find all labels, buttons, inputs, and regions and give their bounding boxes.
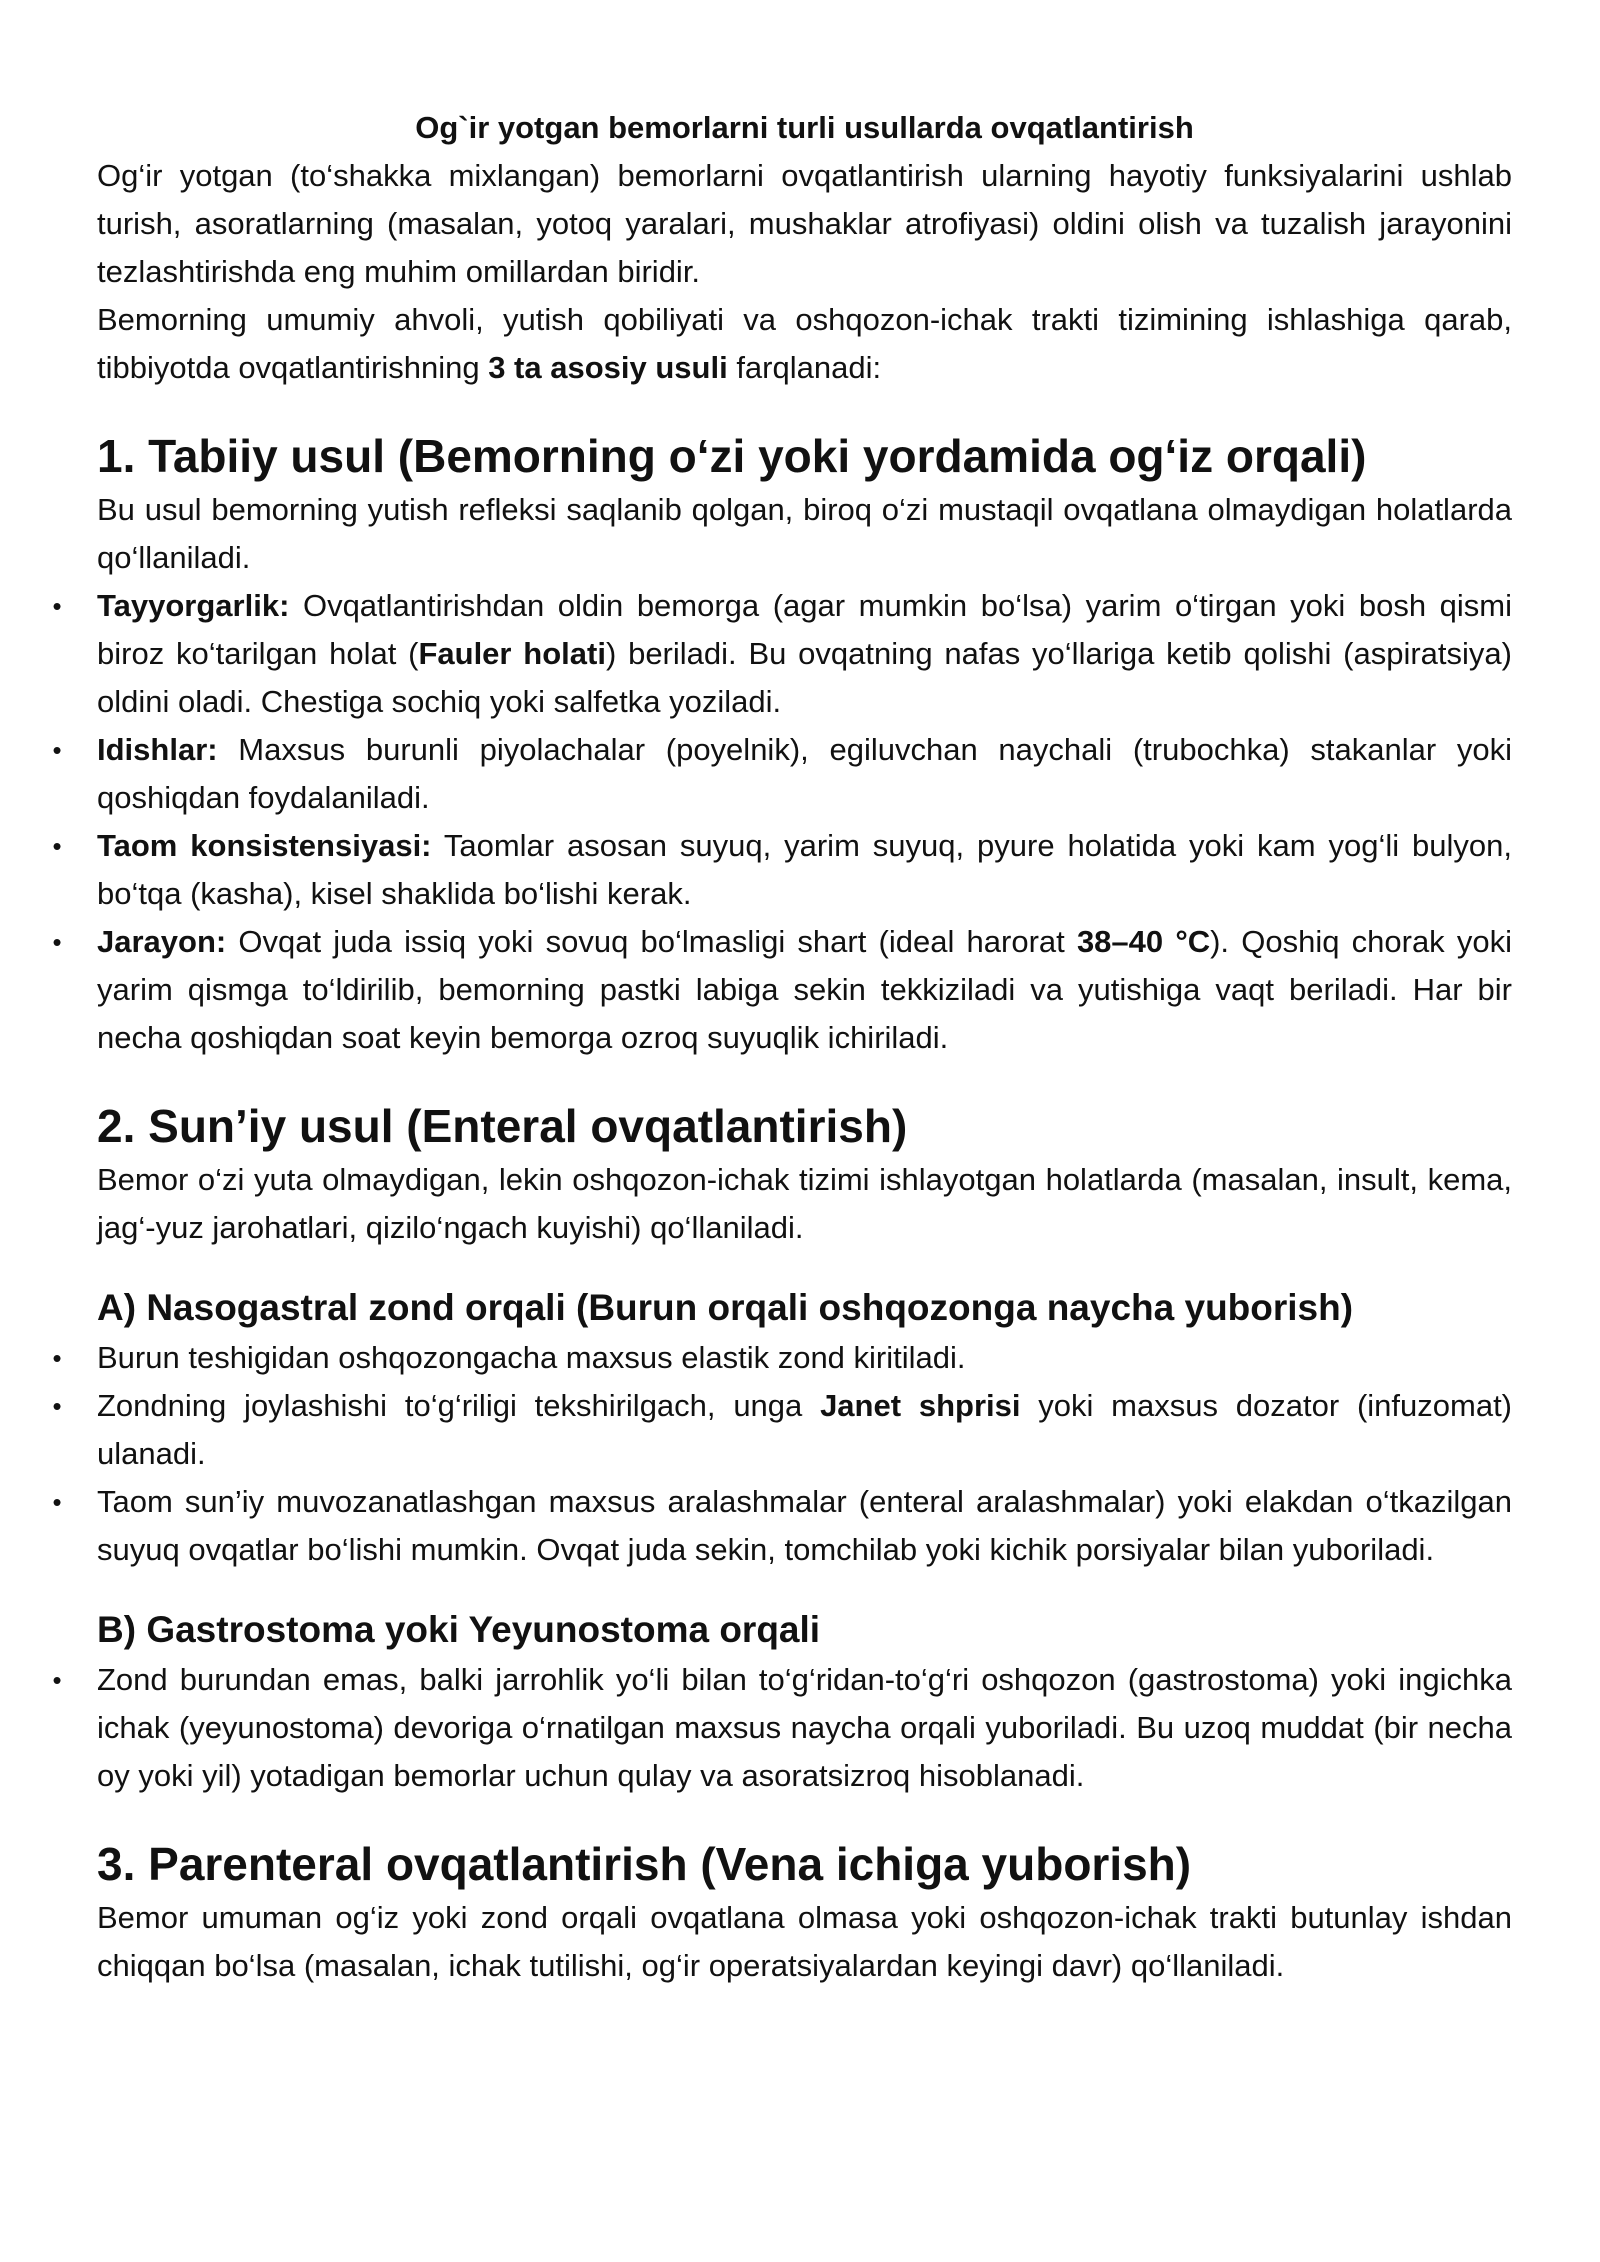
- section-1-list: [52, 582, 1512, 1062]
- section-2b-list: [52, 1656, 1512, 1800]
- list-item-text: Burun teshigidan oshqozongacha maxsus elastik zond kiritiladi.: [97, 1340, 966, 1375]
- list-item-text: Zond burundan emas, balki jarrohlik yo‘li bilan to‘g‘ridan-to‘g‘ri oshqozon (gastrostoma) yoki ingichka ichak (yeyunostoma) devoriga o‘rnatilgan maxsus naycha orqali yuboriladi. Bu uzoq muddat (bir necha oy yoki yil) yotadigan bemorlar uchun qulay va asoratsizroq hisoblanadi.: [97, 1662, 1512, 1793]
- section-1-heading: 1. Tabiiy usul (Bemorning o‘zi yoki yordamida og‘iz orqali): [97, 430, 1367, 482]
- list-item-text: Maxsus burunli piyolachalar (poyelnik), egiluvchan naychali (trubochka) stakanlar yoki qoshiqdan foydalaniladi.: [97, 732, 1512, 815]
- bullet-icon: •: [52, 927, 62, 957]
- intro-paragraph-1: Og‘ir yotgan (to‘shakka mixlangan) bemorlarni ovqatlantirish ularning hayotiy funksiyalarini ushlab turish, asoratlarning (masalan, yotoq yaralari, mushaklar atrofiyasi) oldini olish va tuzalish jarayonini tezlashtirishda eng muhim omillardan biridir.: [97, 158, 1512, 289]
- list-item-bold: Janet shprisi: [820, 1388, 1021, 1423]
- list-item-bold: 38–40 °C: [1076, 924, 1211, 959]
- list-item: [52, 1334, 1512, 1382]
- list-item: [52, 1382, 1512, 1478]
- list-item: [52, 822, 1512, 918]
- list-item-label: Jarayon:: [97, 924, 227, 959]
- list-item: [52, 1656, 1512, 1800]
- list-item: [52, 918, 1512, 1062]
- list-item-label: Taom konsistensiyasi:: [97, 828, 432, 863]
- list-item-text-end: yoki maxsus dozator (infuzomat) ulanadi.: [97, 1388, 1512, 1471]
- list-item-text: Taom sun’iy muvozanatlashgan maxsus aralashmalar (enteral aralashmalar) yoki elakdan o‘tkazilgan suyuq ovqatlar bo‘lishi mumkin. Ovqat juda sekin, tomchilab yoki kichik porsiyalar bilan yuboriladi.: [97, 1484, 1512, 1567]
- document-title: Og`ir yotgan bemorlarni turli usullarda ovqatlantirish: [415, 110, 1194, 145]
- list-item-text: Ovqat juda issiq yoki sovuq bo‘lmasligi shart (ideal harorat: [226, 924, 1077, 959]
- list-item: [52, 726, 1512, 822]
- section-2-heading: 2. Sun’iy usul (Enteral ovqatlantirish): [97, 1100, 908, 1152]
- intro-text: Bemorning umumiy ahvoli, yutish qobiliyati va oshqozon-ichak trakti tizimining ishlashiga qarab, tibbiyotda ovqatlantirishning: [97, 302, 1512, 385]
- bullet-icon: •: [52, 831, 62, 861]
- section-2a-list: [52, 1334, 1512, 1574]
- list-item-text: Ovqatlantirishdan oldin bemorga (agar mumkin bo‘lsa) yarim o‘tirgan yoki bosh qismi biroz ko‘tarilgan holat (: [97, 588, 1512, 671]
- section-3-text: Bemor umuman og‘iz yoki zond orqali ovqatlana olmasa yoki oshqozon-ichak trakti butunlay ishdan chiqqan bo‘lsa (masalan, ichak tutilishi, og‘ir operatsiyalardan keyingi davr) qo‘llaniladi.: [97, 1900, 1512, 1983]
- list-item-text: Taomlar asosan suyuq, yarim suyuq, pyure holatida yoki kam yog‘li bulyon, bo‘tqa (kasha), kisel shaklida bo‘lishi kerak.: [97, 828, 1512, 911]
- section-2-text: Bemor o‘zi yuta olmaydigan, lekin oshqozon-ichak tizimi ishlayotgan holatlarda (masalan, insult, kema, jag‘-yuz jarohatlari, qizilo‘ngach kuyishi) qo‘llaniladi.: [97, 1162, 1512, 1245]
- bullet-icon: •: [52, 1487, 62, 1517]
- intro-paragraph-2: [97, 296, 1512, 392]
- list-item-text-end: ). Qoshiq chorak yoki yarim qismga to‘ldirilib, bemorning pastki labiga sekin tekkiziladi va yutishiga vaqt beriladi. Har bir necha qoshiqdan soat keyin bemorga ozroq suyuqlik ichiriladi.: [97, 924, 1512, 1055]
- list-item-label: Tayyorgarlik:: [97, 588, 290, 623]
- list-item-text-end: ) beriladi. Bu ovqatning nafas yo‘llariga ketib qolishi (aspiratsiya) oldini oladi. Chestiga sochiq yoki salfetka yoziladi.: [97, 636, 1512, 719]
- section-3-heading: 3. Parenteral ovqatlantirish (Vena ichiga yuborish): [97, 1838, 1192, 1890]
- list-item-label: Idishlar:: [97, 732, 218, 767]
- bullet-icon: •: [52, 591, 62, 621]
- list-item: [52, 1478, 1512, 1574]
- bullet-icon: •: [52, 1665, 62, 1695]
- list-item-bold: Fauler holati: [418, 636, 606, 671]
- bullet-icon: •: [52, 1391, 62, 1421]
- bullet-icon: •: [52, 735, 62, 765]
- list-item: [52, 582, 1512, 726]
- intro-text-end: farqlanadi:: [727, 350, 882, 385]
- section-2a-heading: A) Nasogastral zond orqali (Burun orqali oshqozonga naycha yuborish): [97, 1287, 1354, 1328]
- bullet-icon: •: [52, 1343, 62, 1373]
- list-item-text: Zondning joylashishi to‘g‘riligi tekshirilgach, unga: [97, 1388, 821, 1423]
- section-2b-heading: B) Gastrostoma yoki Yeyunostoma orqali: [97, 1609, 821, 1650]
- section-1-text: Bu usul bemorning yutish refleksi saqlanib qolgan, biroq o‘zi mustaqil ovqatlana olmaydigan holatlarda qo‘llaniladi.: [97, 492, 1512, 575]
- intro-bold: 3 ta asosiy usuli: [488, 350, 728, 385]
